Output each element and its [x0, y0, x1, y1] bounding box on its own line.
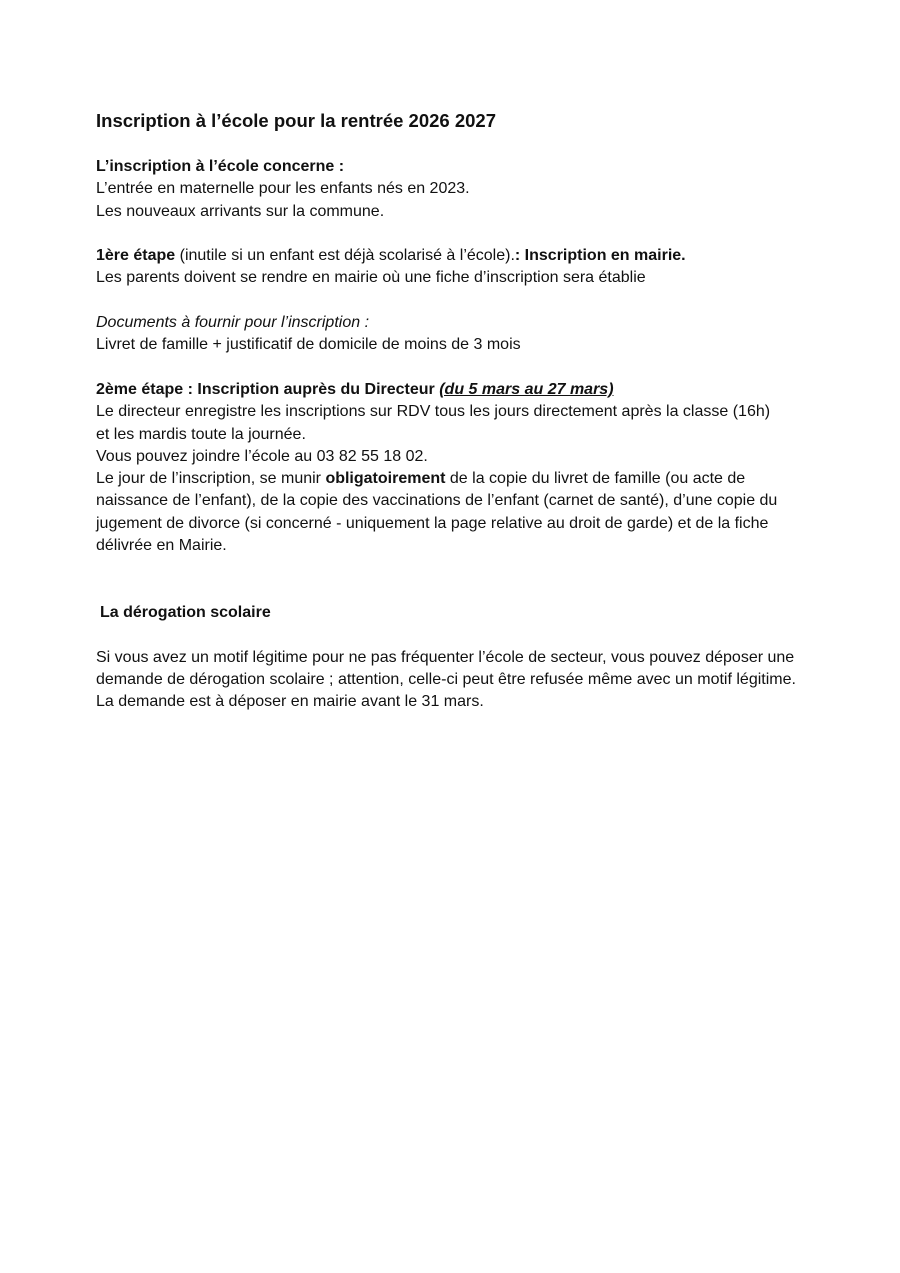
step2-dates: (du 5 mars au 27 mars)	[439, 380, 614, 398]
step2-line1: Le directeur enregistre les inscriptions sur RDV tous les jours directement après la classe (16h)	[96, 403, 771, 421]
spacer	[96, 290, 816, 312]
step1-action: : Inscription en mairie.	[514, 247, 686, 265]
step2-section	[96, 379, 816, 557]
step2-docs-after: de la copie du livret de famille (ou acte de naissance de l’enfant), de la copie des vaccinations de l’enfant (carnet de santé), d’une copie du jugement de divorce (si concerné - uniquement la page relative au droit de garde) et de la fiche délivrée en Mairie.	[96, 470, 778, 555]
document-page	[96, 108, 816, 713]
spacer	[96, 357, 816, 379]
spacer	[96, 223, 816, 245]
step2-docs-emphasis: obligatoirement	[325, 470, 446, 488]
step2-line2: et les mardis toute la journée.	[96, 425, 306, 443]
documents-heading: Documents à fournir pour l’inscription :	[96, 314, 370, 332]
intro-line-arrivants: Les nouveaux arrivants sur la commune.	[96, 202, 385, 220]
spacer	[96, 557, 816, 602]
step2-documents-paragraph	[96, 468, 816, 557]
intro-section	[96, 156, 816, 223]
documents-section	[96, 312, 816, 357]
step2-heading-line	[96, 379, 816, 401]
step1-label: 1ère étape	[96, 247, 176, 265]
spacer	[96, 624, 816, 646]
step1-heading-line	[96, 245, 816, 267]
spacer	[96, 134, 816, 156]
page-title: Inscription à l’école pour la rentrée 2026 2027	[96, 110, 496, 131]
step2-label: 2ème étape : Inscription auprès du Directeur	[96, 380, 440, 398]
documents-text: Livret de famille + justificatif de domicile de moins de 3 mois	[96, 336, 521, 354]
step1-note: (inutile si un enfant est déjà scolarisé à l’école).	[175, 247, 515, 265]
derogation-heading: La dérogation scolaire	[100, 603, 271, 621]
derogation-text: Si vous avez un motif légitime pour ne pas fréquenter l’école de secteur, vous pouvez déposer une demande de dérogation scolaire ; attention, celle-ci peut être refusée même avec un motif légitime. La demande est à déposer en mairie avant le 31 mars.	[96, 648, 796, 711]
intro-heading: L’inscription à l’école concerne :	[96, 158, 345, 175]
derogation-section	[96, 602, 816, 713]
intro-line-maternelle: L’entrée en maternelle pour les enfants nés en 2023.	[96, 180, 470, 198]
step2-phone-line: Vous pouvez joindre l’école au 03 82 55 18 02.	[96, 447, 428, 465]
step2-docs-before: Le jour de l’inscription, se munir	[96, 470, 326, 488]
step1-text: Les parents doivent se rendre en mairie où une fiche d’inscription sera établie	[96, 269, 646, 287]
step1-section	[96, 245, 816, 290]
